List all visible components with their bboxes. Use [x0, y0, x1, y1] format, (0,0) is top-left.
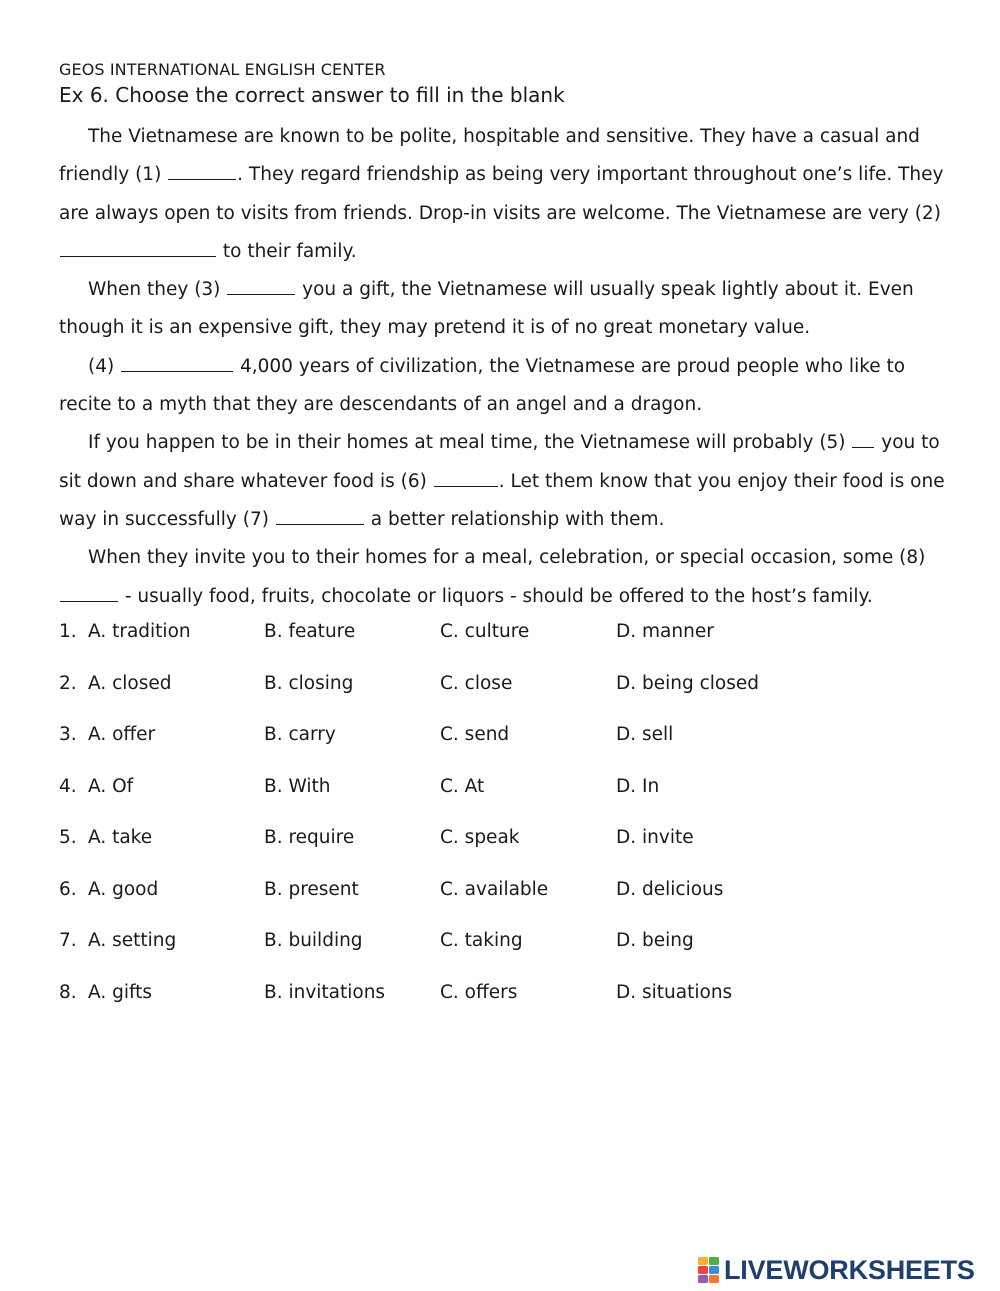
liveworksheets-brand	[698, 1255, 975, 1285]
question-number: 6.	[59, 878, 77, 900]
passage-text: . Let them know that you enjoy their food is one way in successfully (7)	[59, 470, 945, 530]
option-c[interactable]: C. At	[440, 775, 485, 797]
option-b[interactable]: B. require	[264, 827, 355, 848]
option-d[interactable]: D. manner	[616, 621, 714, 642]
logo-block	[709, 1275, 719, 1283]
reading-passage	[59, 118, 949, 616]
brand-name: LIVEWORKSHEETS	[724, 1254, 975, 1285]
option-c[interactable]: C. speak	[440, 827, 520, 848]
option-d[interactable]: D. situations	[616, 981, 733, 1003]
question-number: 8.	[59, 981, 77, 1003]
option-b[interactable]: B. With	[264, 775, 331, 797]
question-row-2	[59, 665, 949, 717]
option-d[interactable]: D. In	[616, 775, 660, 797]
question-row-4	[59, 768, 949, 820]
passage-text: When they (3)	[88, 279, 227, 301]
question-row-5	[59, 819, 949, 871]
passage-text: (4)	[88, 355, 121, 377]
passage-text: When they invite you to their homes for a meal, celebration, or special occasion, some (8)	[88, 547, 926, 569]
question-number: 4.	[59, 775, 77, 797]
option-d[interactable]: D. delicious	[616, 878, 724, 900]
passage-paragraph-1	[59, 118, 949, 271]
option-a[interactable]: A. tradition	[88, 621, 191, 642]
question-row-8	[59, 974, 949, 1026]
passage-text: to their family.	[217, 240, 357, 262]
liveworksheets-logo-icon	[698, 1257, 720, 1283]
option-c[interactable]: C. send	[440, 724, 510, 745]
passage-paragraph-2	[59, 271, 949, 348]
blank-1[interactable]	[168, 159, 236, 180]
logo-block	[698, 1266, 708, 1274]
option-b[interactable]: B. carry	[264, 724, 336, 745]
blank-4[interactable]	[121, 351, 233, 372]
question-row-7	[59, 922, 949, 974]
logo-block	[698, 1275, 708, 1283]
option-b[interactable]: B. invitations	[264, 981, 386, 1003]
blank-5[interactable]	[852, 427, 874, 448]
question-row-3	[59, 716, 949, 768]
option-b[interactable]: B. building	[264, 930, 363, 951]
option-b[interactable]: B. closing	[264, 672, 354, 694]
option-a[interactable]: A. Of	[88, 775, 134, 797]
question-number: 7.	[59, 930, 77, 951]
question-number: 5.	[59, 827, 77, 848]
question-row-1	[59, 613, 949, 665]
passage-text: The Vietnamese are known to be polite, hospitable and sensitive. They have a casual and friendly (1)	[59, 126, 920, 186]
blank-7[interactable]	[276, 504, 364, 525]
passage-text: . They regard friendship as being very important throughout one’s life. They are always open to visits from friends. Drop-in visits are welcome. The Vietnamese are very (2)	[59, 164, 944, 224]
option-c[interactable]: C. culture	[440, 621, 530, 642]
question-number: 3.	[59, 724, 77, 745]
option-c[interactable]: C. available	[440, 878, 549, 900]
passage-text: 4,000 years of civilization, the Vietnamese are proud people who like to recite to a myth that they are descendants of an angel and a dragon.	[59, 355, 906, 416]
option-d[interactable]: D. being closed	[616, 672, 760, 694]
passage-paragraph-4	[59, 424, 949, 539]
blank-6[interactable]	[434, 466, 498, 487]
blank-2[interactable]	[60, 236, 216, 257]
option-c[interactable]: C. close	[440, 672, 513, 694]
logo-block	[709, 1266, 719, 1274]
organization-name: GEOS INTERNATIONAL ENGLISH CENTER	[59, 60, 386, 79]
question-row-6	[59, 871, 949, 923]
option-b[interactable]: B. feature	[264, 621, 356, 642]
option-b[interactable]: B. present	[264, 878, 359, 900]
logo-block	[709, 1257, 719, 1265]
blank-8[interactable]	[60, 581, 118, 602]
question-number: 1.	[59, 621, 77, 642]
passage-text: If you happen to be in their homes at meal time, the Vietnamese will probably (5)	[88, 432, 852, 454]
option-c[interactable]: C. taking	[440, 930, 523, 951]
option-a[interactable]: A. gifts	[88, 981, 153, 1003]
passage-paragraph-5	[59, 539, 949, 616]
option-a[interactable]: A. good	[88, 878, 159, 900]
passage-text: - usually food, fruits, chocolate or liquors - should be offered to the host’s family.	[119, 585, 873, 607]
passage-text: you to sit down and share whatever food is (6)	[59, 432, 940, 492]
option-d[interactable]: D. being	[616, 930, 694, 951]
exercise-title: Ex 6. Choose the correct answer to fill in the blank	[59, 83, 565, 107]
blank-3[interactable]	[227, 274, 295, 295]
passage-paragraph-3	[59, 348, 949, 425]
passage-text: a better relationship with them.	[364, 508, 665, 530]
option-a[interactable]: A. closed	[88, 672, 172, 694]
option-d[interactable]: D. invite	[616, 827, 694, 848]
option-d[interactable]: D. sell	[616, 724, 674, 745]
option-a[interactable]: A. offer	[88, 724, 156, 745]
option-a[interactable]: A. take	[88, 827, 153, 848]
option-a[interactable]: A. setting	[88, 930, 177, 951]
passage-text: you a gift, the Vietnamese will usually speak lightly about it. Even though it is an expensive gift, they may pretend it is of no great monetary value.	[59, 279, 914, 339]
answer-options-list	[59, 613, 949, 1025]
question-number: 2.	[59, 672, 77, 694]
logo-block	[698, 1257, 708, 1265]
option-c[interactable]: C. offers	[440, 981, 518, 1003]
